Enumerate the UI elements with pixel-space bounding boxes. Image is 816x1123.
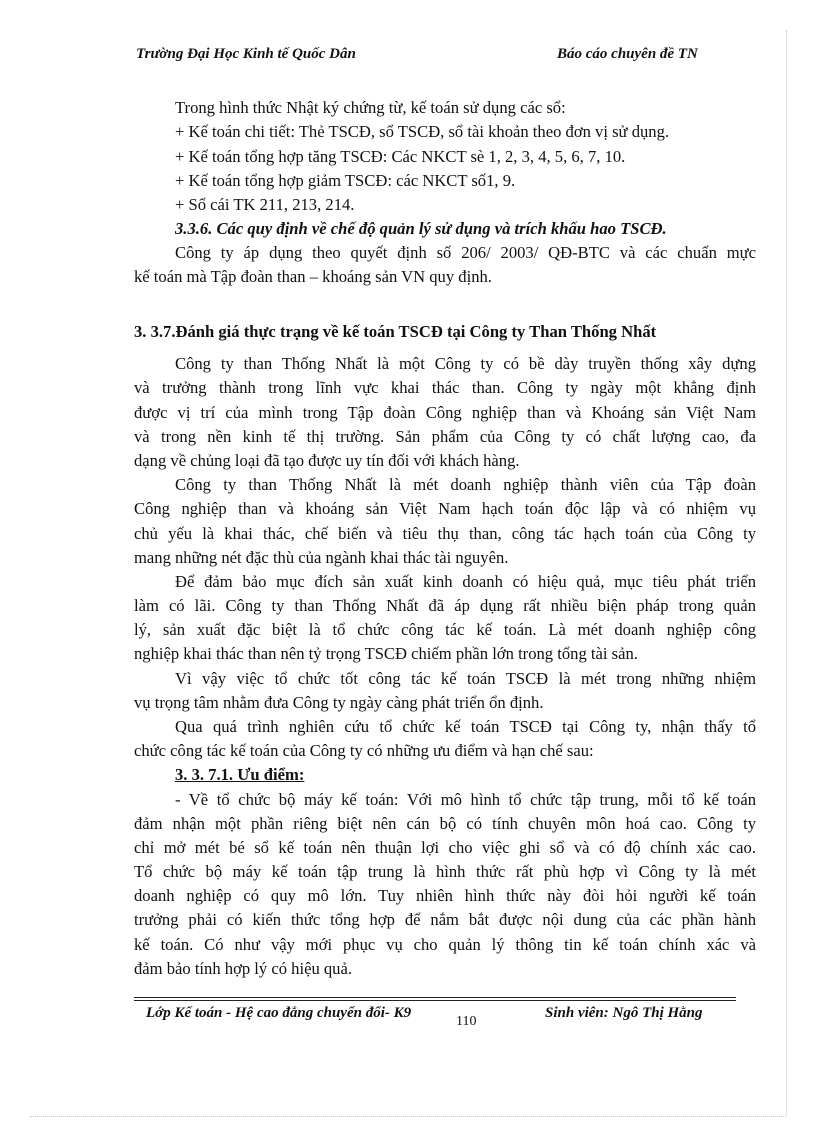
footer-right: Sinh viên: Ngô Thị Hằng (545, 1005, 703, 1021)
text-line: doanh nghiệp có quy mô lớn. Tuy nhiên hình thức này đòi hỏi người kế toán (134, 886, 756, 905)
section-heading: 3.3.6. Các quy định về chế độ quản lý sử dụng và trích khấu hao TSCĐ. (175, 219, 667, 238)
text-line: Công ty than Thống Nhất là một Công ty có bề dày truyền thống xây dựng (175, 354, 756, 373)
text-line: - Về tổ chức bộ máy kế toán: Với mô hình tổ chức tập trung, mỗi tổ kế toán (175, 790, 756, 809)
text-line: Để đảm bảo mục đích sản xuất kinh doanh có hiệu quả, mục tiêu phát triển (175, 572, 756, 591)
text-line: mang những nét đặc thù của ngành khai thác tài nguyên. (134, 548, 509, 567)
text-line: chức công tác kế toán của Công ty có những ưu điểm và hạn chế sau: (134, 741, 594, 760)
header-left: Trường Đại Học Kinh tế Quốc Dân (136, 46, 356, 62)
subsection-heading: 3. 3. 7.1. Ưu điểm: (175, 765, 305, 784)
text-line: + Kế toán tổng hợp tăng TSCĐ: Các NKCT sè 1, 2, 3, 4, 5, 6, 7, 10. (175, 147, 626, 166)
text-line: Vì vậy việc tổ chức tốt công tác kế toán TSCĐ là mét trong những nhiệm (175, 669, 756, 688)
text-line: Qua quá trình nghiên cứu tổ chức kế toán TSCĐ tại Công ty, nhận thấy tổ (175, 717, 756, 736)
page-border-bottom (30, 1116, 786, 1117)
text-line: Tổ chức bộ máy kế toán tập trung là hình thức rất phù hợp vì Công ty là mét (134, 862, 756, 881)
text-line: vụ trọng tâm nhằm đưa Công ty ngày càng phát triển ổn định. (134, 693, 544, 712)
text-line: được vị trí của mình trong Tập đoàn Công nghiệp than và Khoáng sản Việt Nam (134, 403, 756, 422)
text-line: Công ty áp dụng theo quyết định số 206/ 2003/ QĐ-BTC và các chuẩn mực (175, 243, 756, 262)
text-line: dạng về chủng loại đã tạo được uy tín đối với khách hàng. (134, 451, 520, 470)
page-border-right (786, 30, 787, 1116)
text-line: + Kế toán tổng hợp giảm TSCĐ: các NKCT số1, 9. (175, 171, 516, 190)
text-line: lý, sản xuất đặc biệt là tổ chức công tác kế toán. Là mét doanh nghiệp công (134, 620, 756, 639)
text-line: Công nghiệp than và khoáng sản Việt Nam hạch toán độc lập và có nhiệm vụ (134, 499, 756, 518)
text-line: đảm nhận một phần riêng biệt nên cán bộ có tính chuyên môn hoá cao. Công ty (134, 814, 756, 833)
text-line: chỉ mở mét bé sổ kế toán nên thuận lợi cho việc ghi sổ và có độ chính xác cao. (134, 838, 756, 857)
text-line: và trong nền kinh tế thị trường. Sản phẩm của Công ty có chất lượng cao, đa (134, 427, 756, 446)
text-line: kế toán. Có như vậy mới phục vụ cho quản lý thông tin kế toán chính xác và (134, 935, 756, 954)
text-line: kế toán mà Tập đoàn than – khoáng sản VN quy định. (134, 267, 492, 286)
footer-rule (134, 997, 736, 998)
text-line: + Sổ cái TK 211, 213, 214. (175, 195, 355, 214)
text-line: + Kế toán chi tiết: Thẻ TSCĐ, sổ TSCĐ, sổ tài khoản theo đơn vị sử dụng. (175, 122, 670, 141)
text-line: nghiệp khai thác than nên tỷ trọng TSCĐ chiếm phần lớn trong tổng tài sản. (134, 644, 638, 663)
header-right: Báo cáo chuyên đề TN (557, 46, 698, 62)
text-line: và trưởng thành trong lĩnh vực khai thác than. Công ty ngày một khẳng định (134, 378, 756, 397)
text-line: Trong hình thức Nhật ký chứng từ, kế toán sử dụng các sổ: (175, 98, 566, 117)
footer-rule (134, 1000, 736, 1001)
text-line: chủ yếu là khai thác, chế biến và tiêu thụ than, công tác hạch toán của Công ty (134, 524, 756, 543)
text-line: làm có lãi. Công ty than Thống Nhất đã áp dụng rất nhiều biện pháp trong quản (134, 596, 756, 615)
text-line: đảm bảo tính hợp lý có hiệu quả. (134, 959, 352, 978)
footer-left: Lớp Kế toán - Hệ cao đẳng chuyển đổi- K9 (146, 1005, 412, 1021)
text-line: Công ty than Thống Nhất là mét doanh nghiệp thành viên của Tập đoàn (175, 475, 756, 494)
text-line: trưởng phải có kiến thức tổng hợp để nắm bắt được nội dung của các phần hành (134, 910, 756, 929)
page-number: 110 (456, 1014, 477, 1029)
section-heading: 3. 3.7.Đánh giá thực trạng về kế toán TSCĐ tại Công ty Than Thống Nhất (134, 322, 657, 341)
